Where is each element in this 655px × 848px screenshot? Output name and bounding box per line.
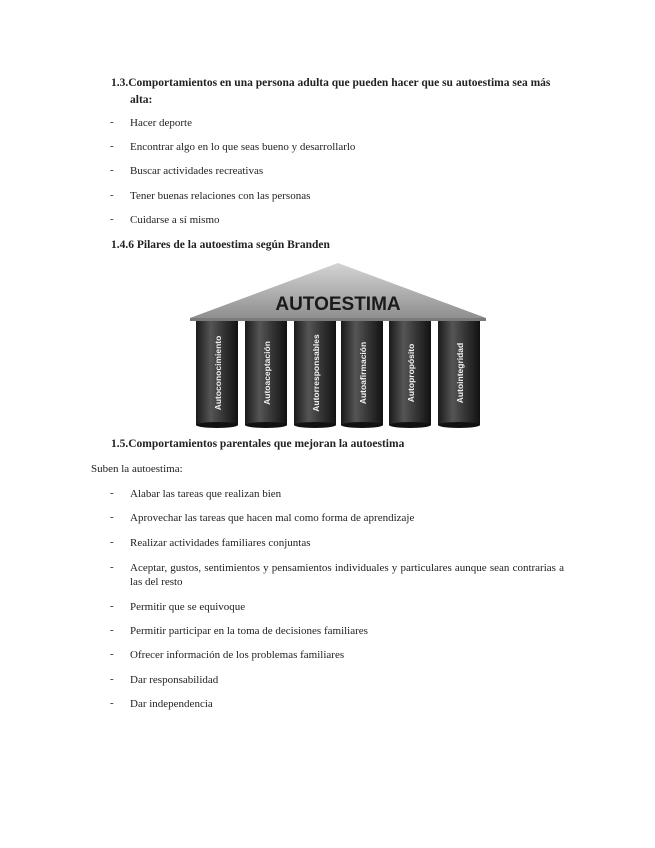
bullet-dash: -: [110, 140, 114, 152]
section-1-5-intro: Suben la autoestima:: [91, 463, 183, 475]
list-item-text: Hacer deporte: [130, 117, 192, 129]
pillar: [294, 321, 336, 428]
list-item-text: Cuidarse a sí mismo: [130, 214, 220, 226]
bullet-dash: -: [110, 624, 114, 636]
list-item-text: Permitir que se equivoque: [130, 601, 246, 613]
pillar-label: Autoconocimiento: [213, 335, 223, 411]
section-title: Comportamientos en una persona adulta que pueden hacer que su autoestima sea más: [128, 77, 551, 89]
bullet-dash: -: [110, 189, 114, 201]
pillar: [245, 321, 287, 428]
section-1-3-heading: [111, 75, 550, 92]
bullet-dash: -: [110, 536, 114, 548]
pillar-label: Autoaceptación: [262, 341, 272, 405]
list-item-text: Aceptar, gustos, sentimientos y pensamientos individuales y particulares aunque sean contrarias a las del resto: [130, 562, 564, 588]
list-item-text: Buscar actividades recreativas: [130, 165, 264, 177]
section-1-5-heading: [111, 436, 404, 453]
roof-label: AUTOESTIMA: [275, 294, 401, 315]
bullet-dash: -: [110, 511, 114, 523]
list-item-text: Alabar las tareas que realizan bien: [130, 488, 282, 500]
list-item-text: Ofrecer información de los problemas familiares: [130, 649, 345, 661]
section-title: Comportamientos parentales que mejoran la autoestima: [128, 438, 405, 450]
pillar-label: Autopropósito: [406, 343, 416, 403]
list-item-text: Tener buenas relaciones con las personas: [130, 190, 311, 202]
bullet-dash: -: [110, 673, 114, 685]
list-item-text: Dar responsabilidad: [130, 674, 219, 686]
section-1-4-6-heading: 1.4.6 Pilares de la autoestima según Branden: [111, 239, 330, 251]
pillar-label: Autorresponsables: [311, 334, 321, 412]
pillar-label: Autointegridad: [455, 342, 465, 404]
section-number: 1.5.: [111, 438, 129, 450]
bullet-dash: -: [110, 164, 114, 176]
pillar: [438, 321, 480, 428]
bullet-dash: -: [110, 648, 114, 660]
list-item-text: Aprovechar las tareas que hacen mal como forma de aprendizaje: [130, 512, 415, 524]
section-1-3-heading-cont: alta:: [130, 94, 153, 106]
bullet-dash: -: [110, 561, 114, 573]
list-item-text: Encontrar algo en lo que seas bueno y desarrollarlo: [130, 141, 356, 153]
bullet-dash: -: [110, 697, 114, 709]
list-item-text: Permitir participar en la toma de decisiones familiares: [130, 625, 368, 637]
list-item-text: Dar independencia: [130, 698, 213, 710]
bullet-dash: -: [110, 600, 114, 612]
pillar: [341, 321, 383, 428]
pillars-diagram: [190, 258, 486, 428]
roof-base: [190, 318, 486, 321]
pillar-label: Autoafirmación: [358, 341, 368, 405]
bullet-dash: -: [110, 116, 114, 128]
bullet-dash: -: [110, 213, 114, 225]
bullet-dash: -: [110, 487, 114, 499]
list-item-text: Realizar actividades familiares conjuntas: [130, 537, 311, 549]
pillar: [196, 321, 238, 428]
section-number: 1.3.: [111, 77, 129, 89]
pillar: [389, 321, 431, 428]
